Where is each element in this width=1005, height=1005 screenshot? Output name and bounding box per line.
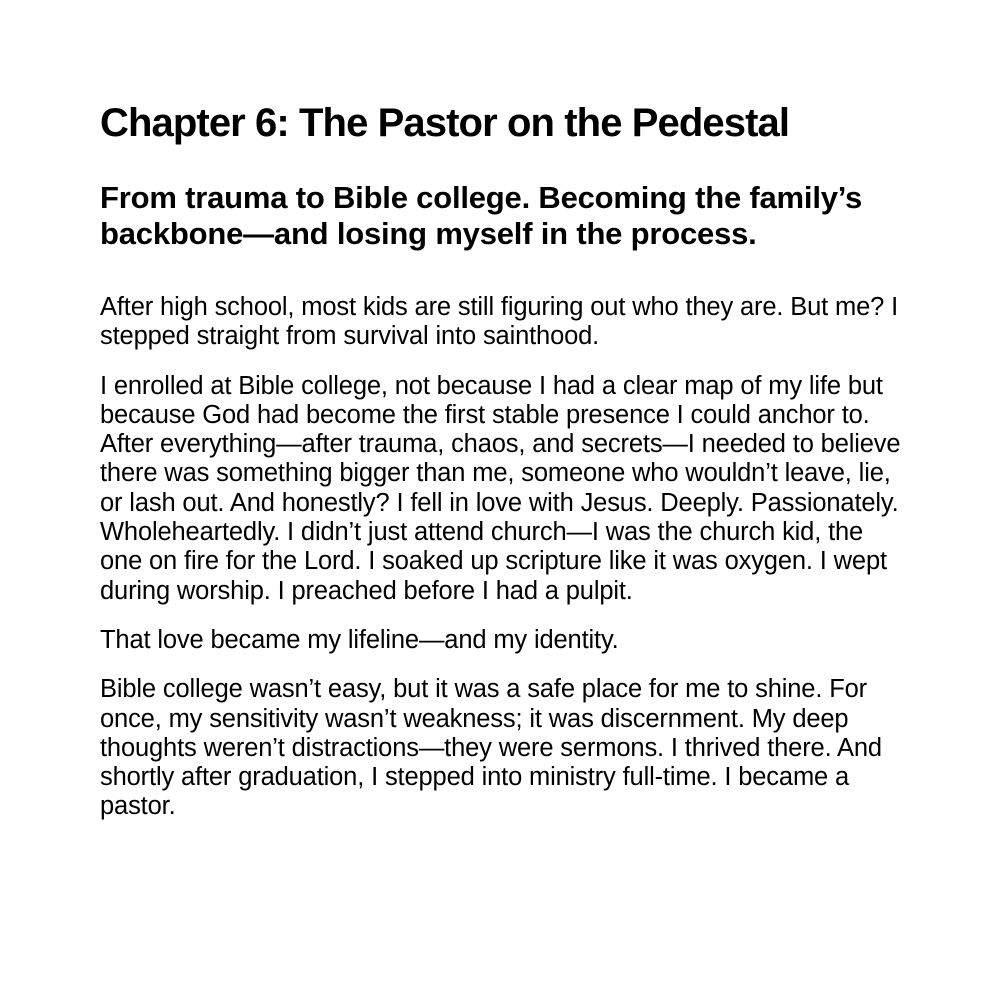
paragraph-4: Bible college wasn’t easy, but it was a safe place for me to shine. For once, my sensitivity wasn’t weakness; it was discernment. My deep thoughts weren’t distractions—they were sermons. I thrived there. And shortly after graduation, I stepped into ministry full-time. I became a pastor.	[100, 675, 882, 821]
paragraph-2: I enrolled at Bible college, not because I had a clear map of my life but because God had become the first stable presence I could anchor to. After everything—after trauma, chaos, and secrets—I needed to believe there was something bigger than me, someone who wouldn’t leave, lie, or lash out. And honestly? I fell in love with Jesus. Deeply. Passionately. Wholeheartedly. I didn’t just attend church—I was the church kid, the one on fire for the Lord. I soaked up scripture like it was oxygen. I wept during worship. I preached before I had a pulpit.	[100, 371, 901, 605]
paragraph-1: After high school, most kids are still figuring out who they are. But me? I stepped straight from survival into sainthood.	[100, 293, 899, 351]
chapter-subtitle: From trauma to Bible college. Becoming the family’s backbone—and losing myself in the process.	[100, 180, 863, 251]
paragraph-3: That love became my lifeline—and my identity.	[100, 625, 619, 654]
document-page	[100, 100, 910, 905]
chapter-title: Chapter 6: The Pastor on the Pedestal	[100, 101, 790, 145]
